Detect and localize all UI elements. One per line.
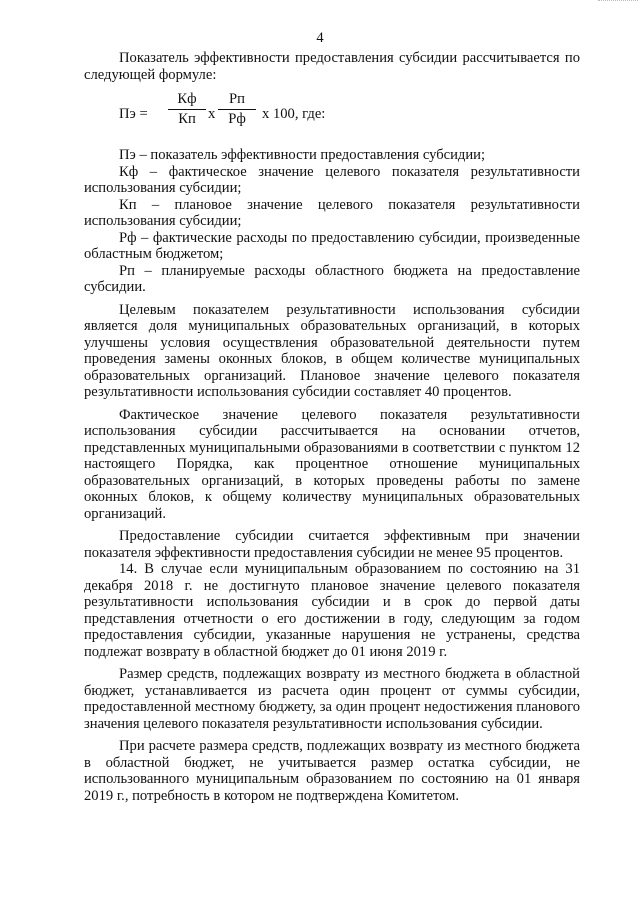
paragraph-target-indicator: Целевым показателем результативности использования субсидии является доля муниципальных образовательных организаций, в которых улучшены условия осуществления образовательной деятельности путем проведения замены оконных блоков, в общем количестве муниципальных образовательных организаций. Плановое значение целевого показателя результативности использования субсидии составляет 40 процентов. [84,301,580,400]
formula-fraction-k [168,91,206,127]
definition-kp: Кп – плановое значение целевого показателя результативности использования субсидии; [84,196,580,229]
paragraph-section-14: 14. В случае если муниципальным образованием по состоянию на 31 декабря 2018 г. не достигнуто плановое значение целевого показателя результативности использования субсидии и в срок до первой даты представления отчетности о его достижении в году, следующим за годом предоставления субсидии, указанные нарушения не устранены, средства подлежат возврату в областной бюджет до 01 июня 2019 г. [84,561,580,660]
fraction-numerator: Кф [168,91,206,110]
document-body [84,50,580,804]
intro-paragraph: Показатель эффективности предоставления субсидии рассчитывается по следующей формуле: [84,50,580,83]
formula-multiply-sign: х [208,106,216,122]
formula-lhs: Пэ = [119,106,148,122]
formula-multiplier: х 100, где: [262,106,326,122]
fraction-denominator: Кп [178,110,196,127]
fraction-numerator: Рп [218,91,256,110]
paragraph-actual-value: Фактическое значение целевого показателя результативности использования субсидии рассчитывается на основании отчетов, представленных муниципальными образованиями в соответствии с пунктом 12 настоящего Порядка, как процентное отношение муниципальных образовательных организаций, в которых проведены работы по замене оконных блоков, к общему количеству муниципальных образовательных организаций. [84,406,580,522]
page-number: 4 [316,30,324,46]
scan-edge-mark [598,0,638,3]
paragraph-refund-amount: Размер средств, подлежащих возврату из местного бюджета в областной бюджет, устанавливается из расчета один процент от суммы субсидии, предоставленной местному бюджету, за один процент недостижения планового значения целевого показателя результативности использования субсидии. [84,666,580,732]
formula-fraction-r [218,91,256,127]
definition-kf: Кф – фактическое значение целевого показателя результативности использования субсидии; [84,163,580,196]
efficiency-formula [84,87,580,145]
definition-rf: Рф – фактические расходы по предоставлению субсидии, произведенные областным бюджетом; [84,229,580,262]
fraction-denominator: Рф [228,110,246,127]
definition-pe: Пэ – показатель эффективности предоставления субсидии; [119,147,486,163]
paragraph-refund-calculation: При расчете размера средств, подлежащих возврату из местного бюджета в областной бюджет, не учитывается размер остатка субсидии, не использованного муниципальным образованием по состоянию на 01 января 2019 г., потребность в котором не подтверждена Комитетом. [84,738,580,804]
definition-rp: Рп – планируемые расходы областного бюджета на предоставление субсидии. [84,262,580,295]
paragraph-efficiency-threshold: Предоставление субсидии считается эффективным при значении показателя эффективности предоставления субсидии не менее 95 процентов. [84,528,580,561]
